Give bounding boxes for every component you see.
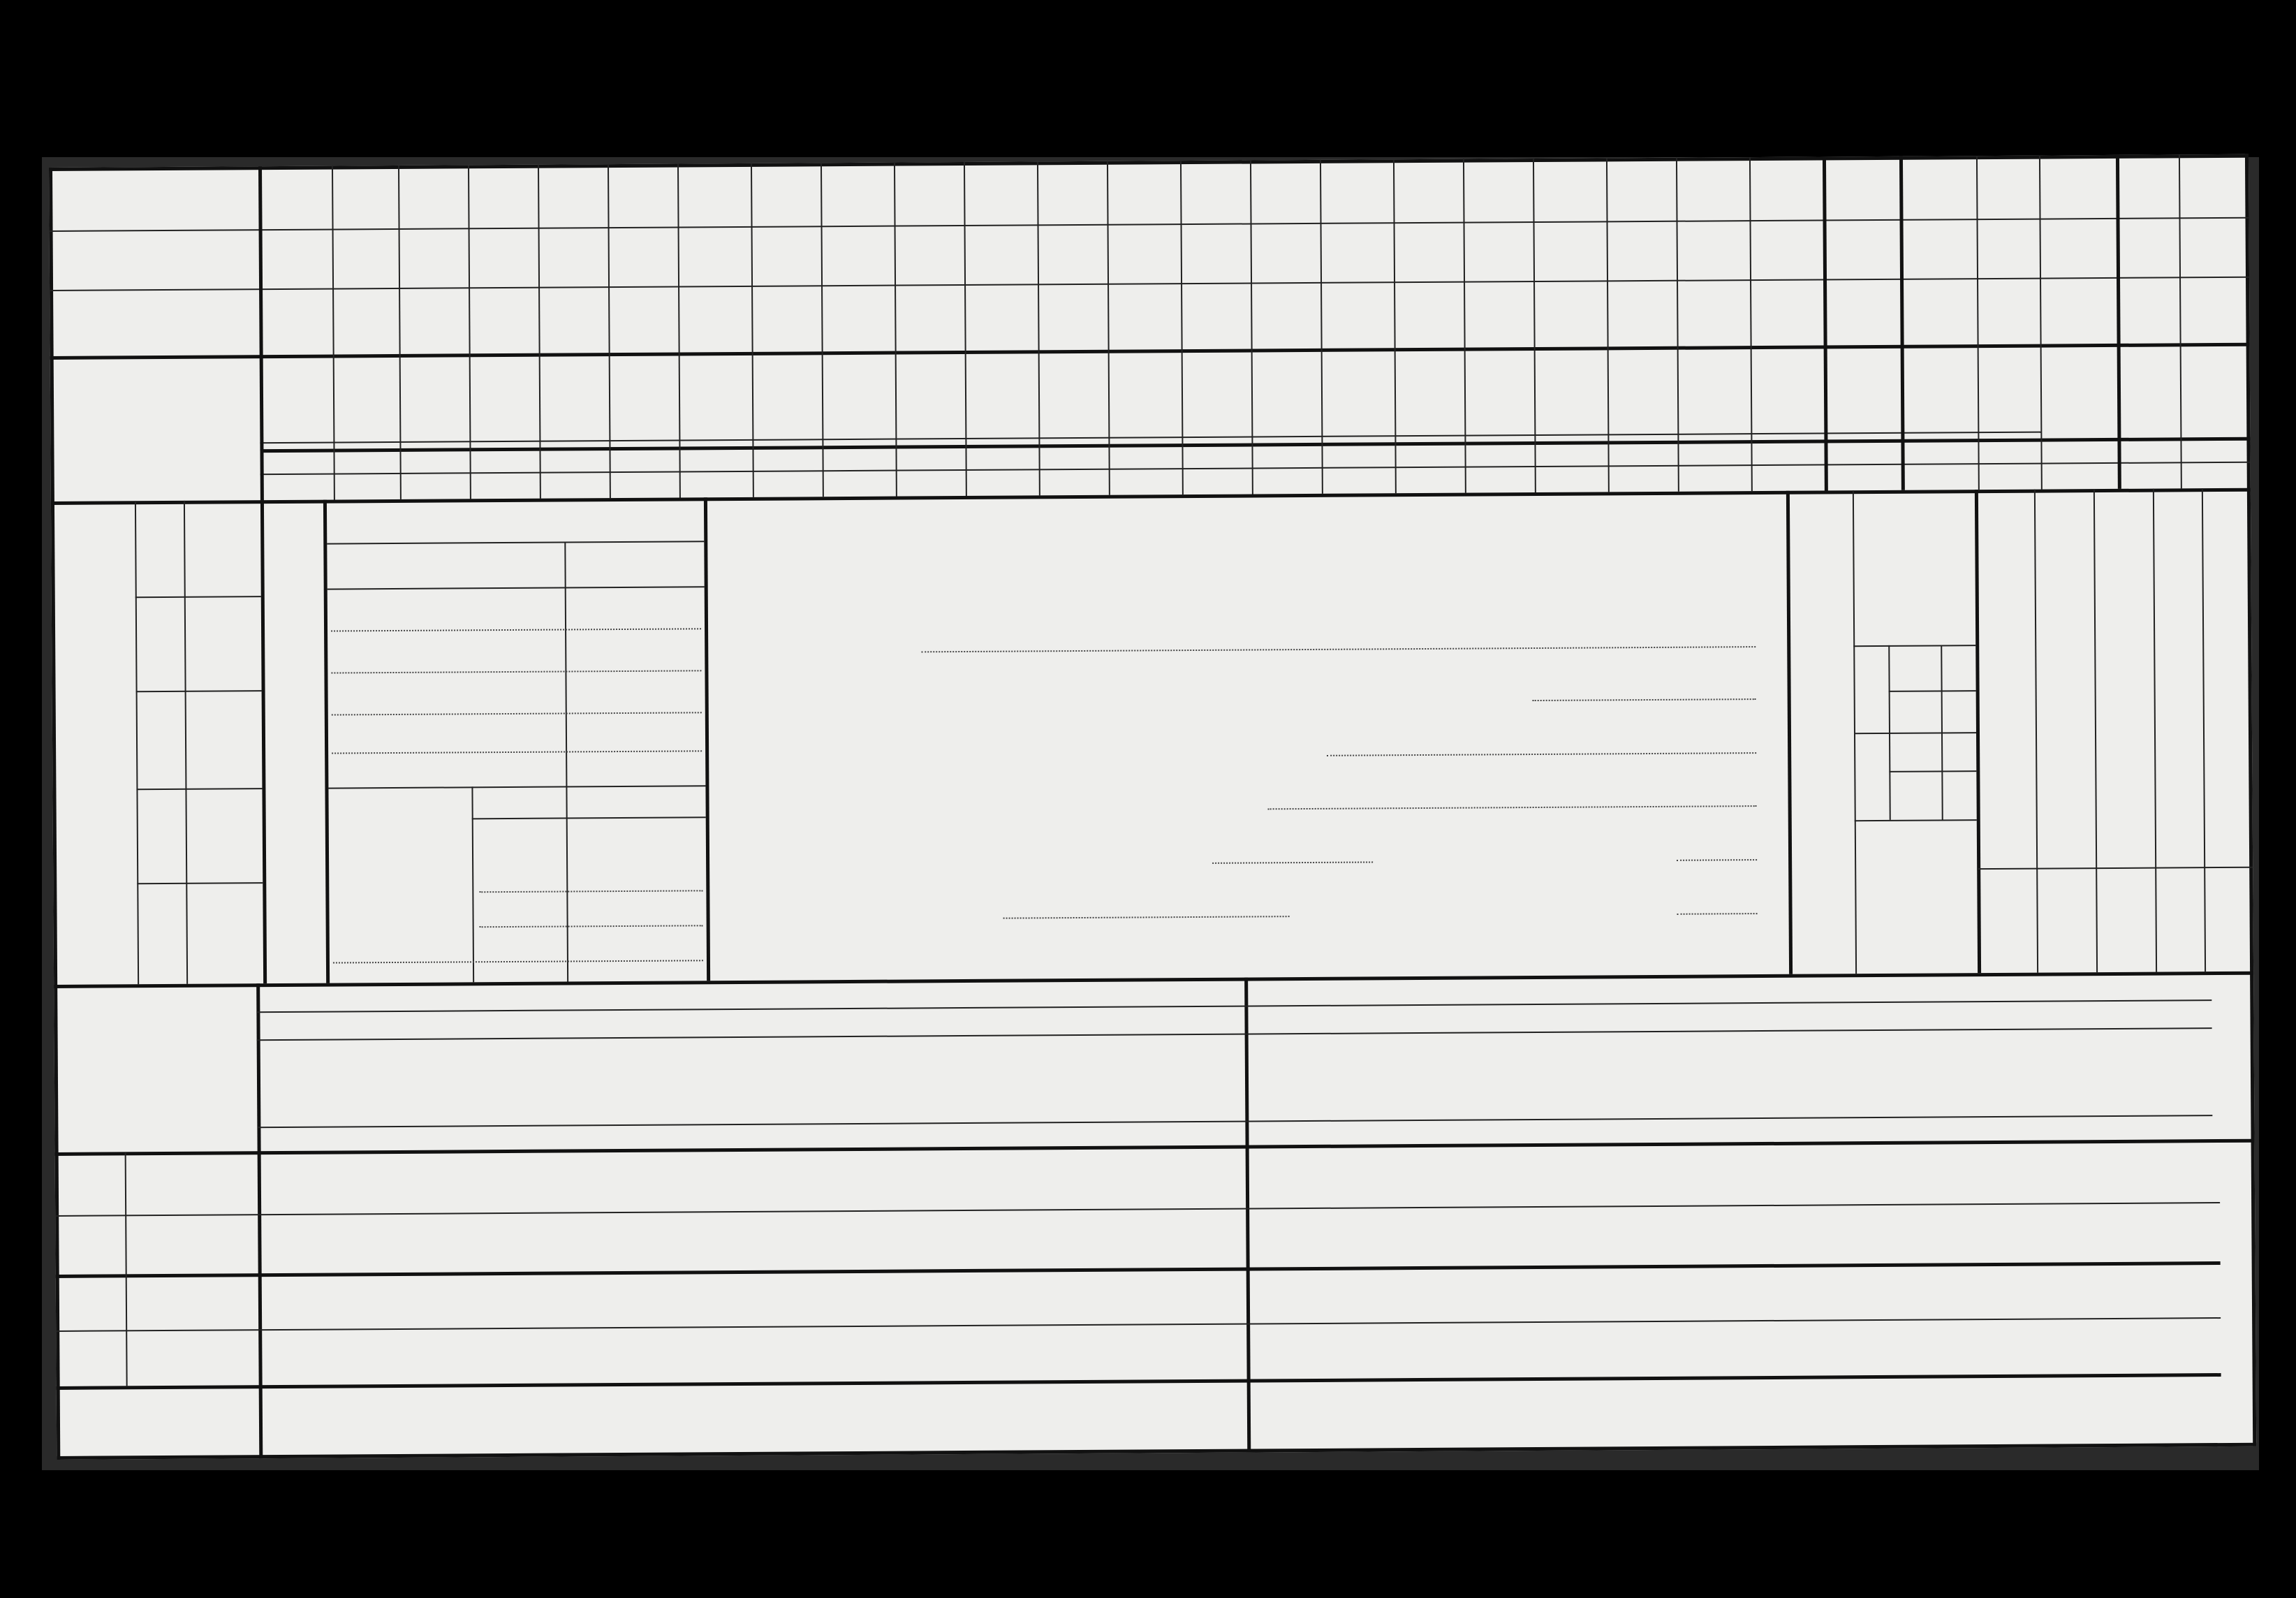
blank-line (480, 925, 703, 928)
rule (137, 882, 263, 884)
census-card (49, 154, 2256, 1460)
rule (57, 1373, 2221, 1390)
blank-line (331, 628, 701, 631)
rule (2093, 489, 2098, 972)
crop-header-97 (1690, 353, 1738, 409)
crop-header-102 (2053, 351, 2105, 431)
rule (135, 501, 139, 984)
rule (471, 786, 474, 982)
crop-header-100 (1913, 351, 1966, 432)
population-title (1797, 520, 1855, 953)
answer-line[interactable] (921, 646, 1756, 652)
rule (135, 596, 261, 598)
rule (50, 217, 2249, 232)
crop-col-num-94 (1465, 469, 1535, 470)
total-rented-label (84, 1395, 252, 1396)
crop-header-86 (908, 358, 953, 438)
rule (55, 1202, 2220, 1217)
rule (1853, 645, 1975, 647)
crop-header-98 (1763, 353, 1811, 409)
crop-header-96 (1620, 353, 1665, 409)
crop-header-91 (1264, 355, 1309, 436)
blank-line (332, 712, 702, 715)
crop-col-num-89 (1109, 471, 1182, 472)
rule (257, 1115, 2212, 1128)
crop-header-94 (1477, 354, 1522, 434)
crop-col-num-86 (896, 473, 966, 474)
blank-line (479, 890, 702, 893)
rule (1889, 690, 1976, 692)
pop-col-employees (2107, 497, 2108, 574)
crop-col-num-102 (2041, 466, 2118, 467)
rule (327, 541, 704, 544)
answer-line[interactable] (1327, 752, 1756, 756)
own-community-label (128, 1158, 254, 1159)
crop-col-num-77 (260, 477, 334, 478)
rule (564, 541, 567, 786)
crop-header-99 (1837, 352, 1889, 432)
row-label-own (64, 316, 259, 318)
crop-col-num-103 (2118, 465, 2181, 466)
form-title (707, 510, 1783, 516)
rule (256, 999, 2212, 1013)
trade-name-header (327, 555, 564, 557)
crop-header-81 (552, 360, 597, 440)
answer-line[interactable] (1533, 698, 1756, 701)
answer-line[interactable] (1212, 861, 1373, 863)
crop-col-num-83 (679, 474, 753, 475)
row-label-rented (64, 242, 259, 243)
men-label (1861, 736, 1862, 816)
blank-line (332, 750, 702, 754)
answer-line[interactable] (1268, 805, 1757, 809)
rule (1975, 490, 1981, 973)
crop-header-80 (482, 360, 527, 441)
non-allotment-lands-label (66, 1282, 67, 1386)
crop-header-83 (691, 359, 740, 439)
crop-header-90 (1194, 356, 1239, 437)
crop-header-87 (978, 357, 1026, 437)
rule (566, 786, 568, 981)
crop-col-num-93 (1395, 470, 1465, 471)
crop-header-101 (1990, 351, 2029, 432)
rule (472, 816, 706, 819)
crop-header-93 (1407, 355, 1452, 435)
blank-line (333, 960, 703, 963)
rule (1854, 732, 1976, 734)
worker-type-term (191, 610, 192, 687)
crop-col-num-92 (1322, 470, 1395, 471)
rule (125, 1152, 128, 1386)
rule (56, 1261, 2221, 1278)
rule (328, 586, 705, 589)
rule (258, 166, 264, 500)
rule (55, 1139, 2255, 1156)
crop-header-77 (272, 362, 321, 442)
rule (704, 497, 710, 981)
rule (1889, 770, 1976, 772)
crop-header-88 (1051, 357, 1096, 437)
crop-col-num-78 (334, 476, 400, 477)
rule (260, 462, 2251, 475)
rule (50, 277, 2249, 291)
crop-header-85 (834, 358, 883, 439)
crop-header-82 (621, 360, 667, 440)
total-souls-label (1894, 562, 1895, 638)
rule (260, 500, 267, 983)
crop-col-num-99 (1825, 467, 1901, 468)
crop-col-num-98 (1751, 467, 1825, 468)
rule (51, 488, 2251, 505)
row-label-lands (64, 414, 260, 416)
rule (328, 785, 705, 789)
women-label (1860, 649, 1861, 733)
pop-col-workers (1992, 498, 1993, 575)
answer-line[interactable] (1677, 859, 1757, 861)
crop-header-89 (1121, 356, 1170, 437)
crop-col-num-82 (610, 474, 679, 475)
crop-col-num-87 (966, 472, 1039, 473)
answer-line[interactable] (1003, 916, 1290, 919)
rule (1855, 819, 1977, 821)
pop-col-workers-bottom (1994, 875, 1995, 959)
rule (2034, 490, 2038, 973)
crop-col-num-81 (540, 475, 610, 476)
answer-line[interactable] (1677, 913, 1758, 915)
pop-col-employee-families-bottom (2165, 874, 2166, 958)
rule (136, 690, 262, 692)
crop-header-95 (1547, 353, 1595, 409)
blank-line (331, 670, 701, 673)
crop-header-78 (346, 361, 387, 413)
crop-header-84 (765, 358, 810, 439)
rule (136, 788, 262, 790)
rule (1977, 867, 2253, 870)
worker-type-daily (192, 705, 193, 782)
row-label-total (77, 194, 244, 195)
crop-header-103 (2130, 350, 2168, 430)
rule (56, 1317, 2221, 1332)
pop-col-employee-families (2163, 497, 2164, 574)
institutions-label (129, 1336, 255, 1337)
rule (2153, 489, 2157, 972)
rule (184, 501, 188, 984)
rule (1786, 491, 1793, 974)
other-community-label (128, 1221, 254, 1222)
rule (54, 972, 2253, 988)
crop-header-92 (1334, 355, 1383, 435)
rule (2202, 488, 2206, 972)
crop-col-num-88 (1039, 472, 1109, 473)
crop-header-79 (412, 360, 457, 413)
private-persons-label (129, 1280, 255, 1281)
rule (257, 1027, 2212, 1041)
crop-col-num-97 (1678, 468, 1751, 469)
